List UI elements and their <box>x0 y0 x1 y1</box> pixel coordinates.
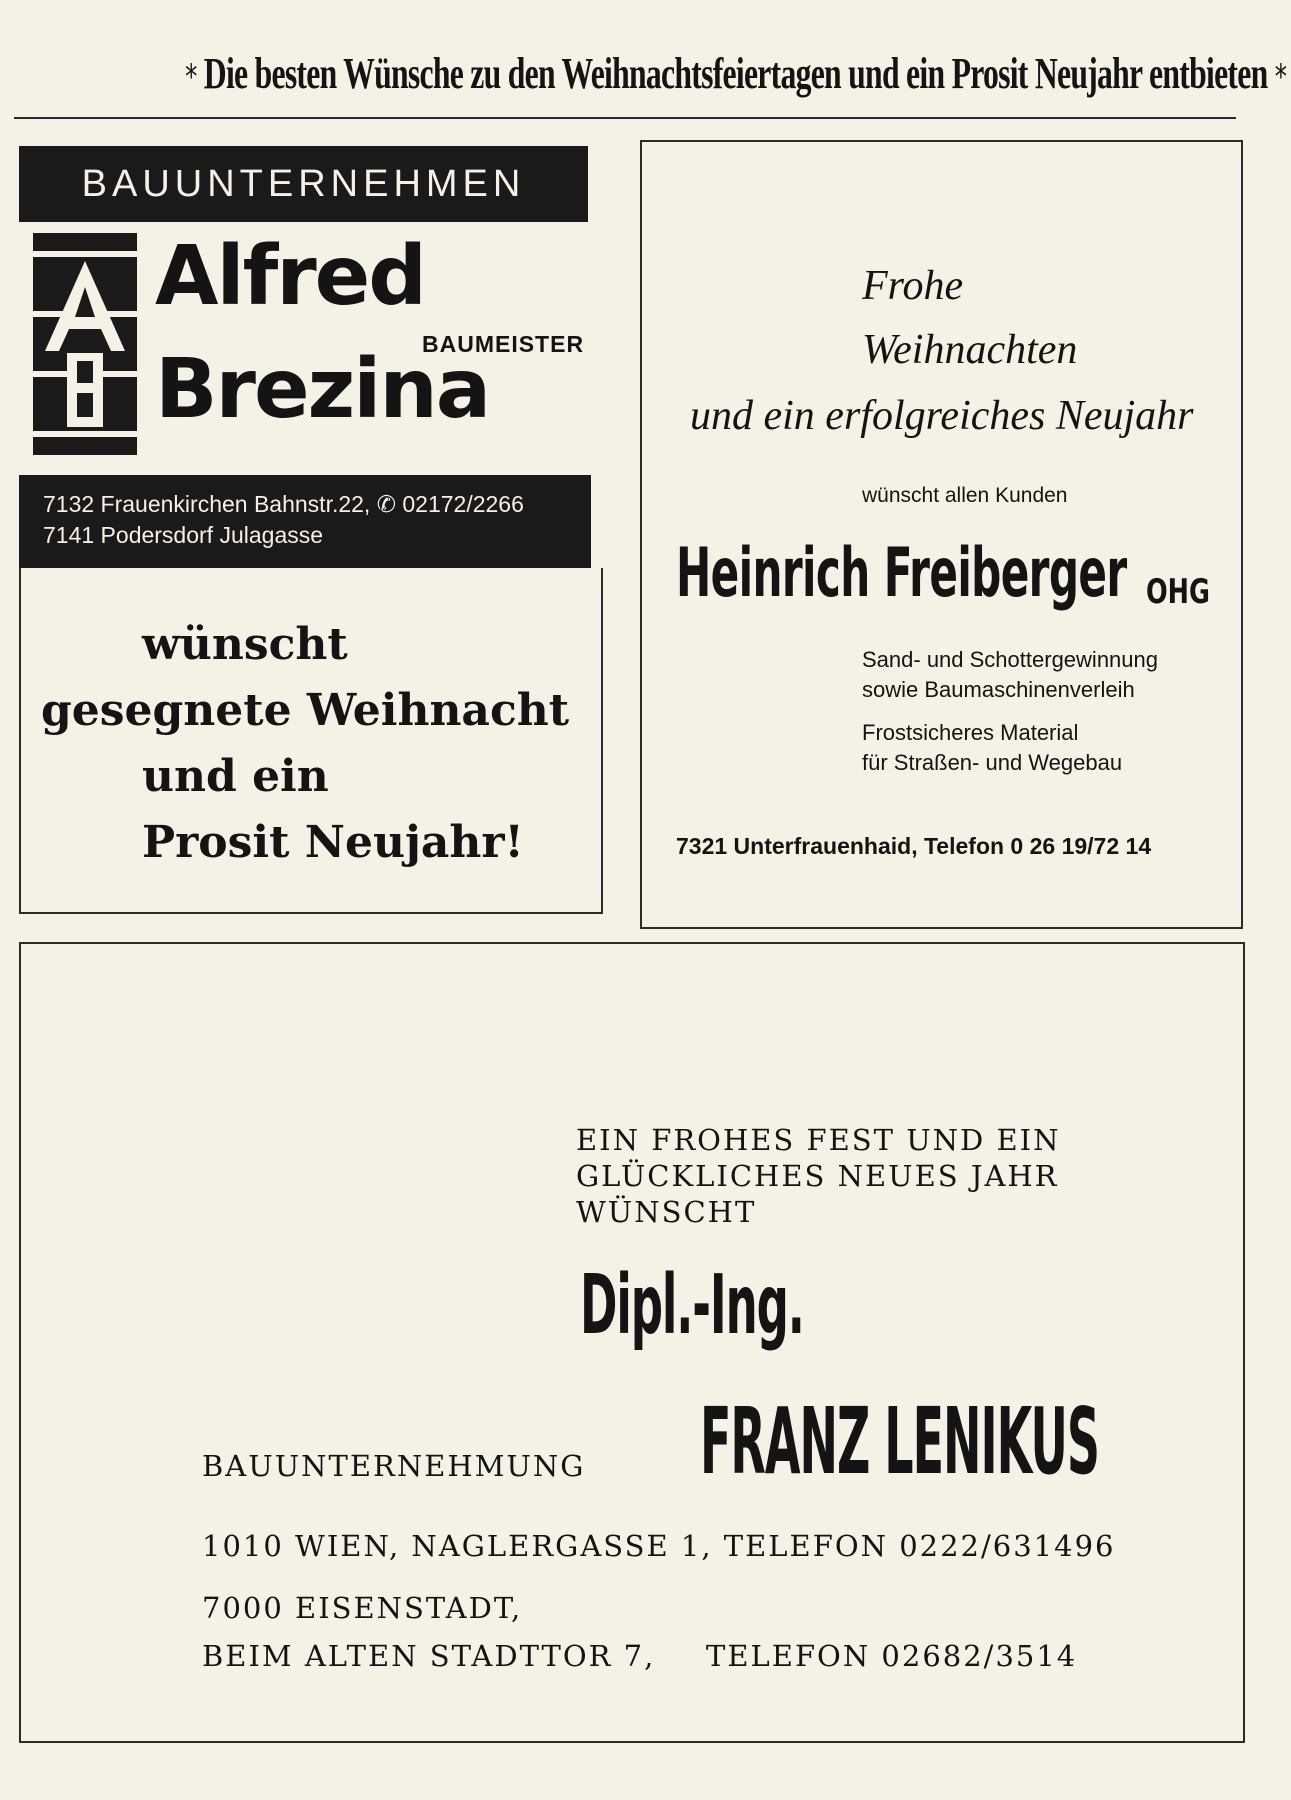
lenikus-line-1: EIN FROHES FEST UND EIN <box>576 1123 1061 1157</box>
brezina-title: BAUMEISTER <box>422 331 585 357</box>
brezina-greeting-3: und ein <box>142 751 329 802</box>
brezina-last-name: Brezina <box>155 342 490 437</box>
lenikus-line-2: GLÜCKLICHES NEUES JAHR <box>576 1159 1059 1193</box>
lenikus-phone-2: TELEFON 02682/3514 <box>706 1639 1078 1673</box>
page-header <box>185 48 1287 99</box>
freiberger-service-3: Frostsicheres Material <box>862 720 1079 745</box>
freiberger-script-3: und ein erfolgreiches Neujahr <box>690 393 1194 439</box>
brezina-greeting-4: Prosit Neujahr! <box>142 817 524 868</box>
lenikus-type: BAUUNTERNEHMUNG <box>202 1449 586 1483</box>
lenikus-address-3: BEIM ALTEN STADTTOR 7, <box>202 1639 656 1673</box>
freiberger-contact: 7321 Unterfrauenhaid, Telefon 0 26 19/72 14 <box>676 833 1152 859</box>
freiberger-script-1: Frohe <box>862 263 964 309</box>
freiberger-service-2: sowie Baumaschinenverleih <box>862 677 1135 702</box>
lenikus-line-3: WÜNSCHT <box>576 1195 757 1229</box>
brezina-address-1: 7132 Frauenkirchen Bahnstr.22, ✆ 02172/2266 <box>43 491 524 517</box>
freiberger-wishes: wünscht allen Kunden <box>862 484 1068 507</box>
brezina-address-box <box>19 475 591 568</box>
lenikus-address-2: 7000 EISENSTADT, <box>202 1591 523 1625</box>
star-icon: * <box>1274 57 1287 97</box>
star-icon: * <box>185 57 197 97</box>
brezina-address-2: 7141 Podersdorf Julagasse <box>43 522 324 548</box>
brezina-greeting-2: gesegnete Weihnacht <box>41 685 570 736</box>
header-divider <box>14 117 1236 119</box>
brezina-greeting-1: wünscht <box>142 619 348 670</box>
freiberger-script-2: Weihnachten <box>862 327 1078 373</box>
header-text: Die besten Wünsche zu den Weihnachtsfeiertagen und ein Prosit Neujahr entbieten <box>203 49 1268 98</box>
freiberger-suffix: OHG <box>1146 572 1210 612</box>
lenikus-name: FRANZ LENIKUS <box>700 1388 1099 1495</box>
freiberger-service-4: für Straßen- und Wegebau <box>862 750 1123 775</box>
lenikus-degree: Dipl.-Ing. <box>580 1258 804 1353</box>
lenikus-address-1: 1010 WIEN, NAGLERGASSE 1, TELEFON 0222/631496 <box>202 1529 1116 1563</box>
freiberger-company: Heinrich Freiberger <box>676 534 1127 613</box>
brezina-banner: BAUUNTERNEHMEN <box>19 146 588 222</box>
brezina-first-name: Alfred <box>155 229 425 324</box>
ab-logo-icon <box>33 233 137 455</box>
freiberger-service-1: Sand- und Schottergewinnung <box>862 647 1158 672</box>
